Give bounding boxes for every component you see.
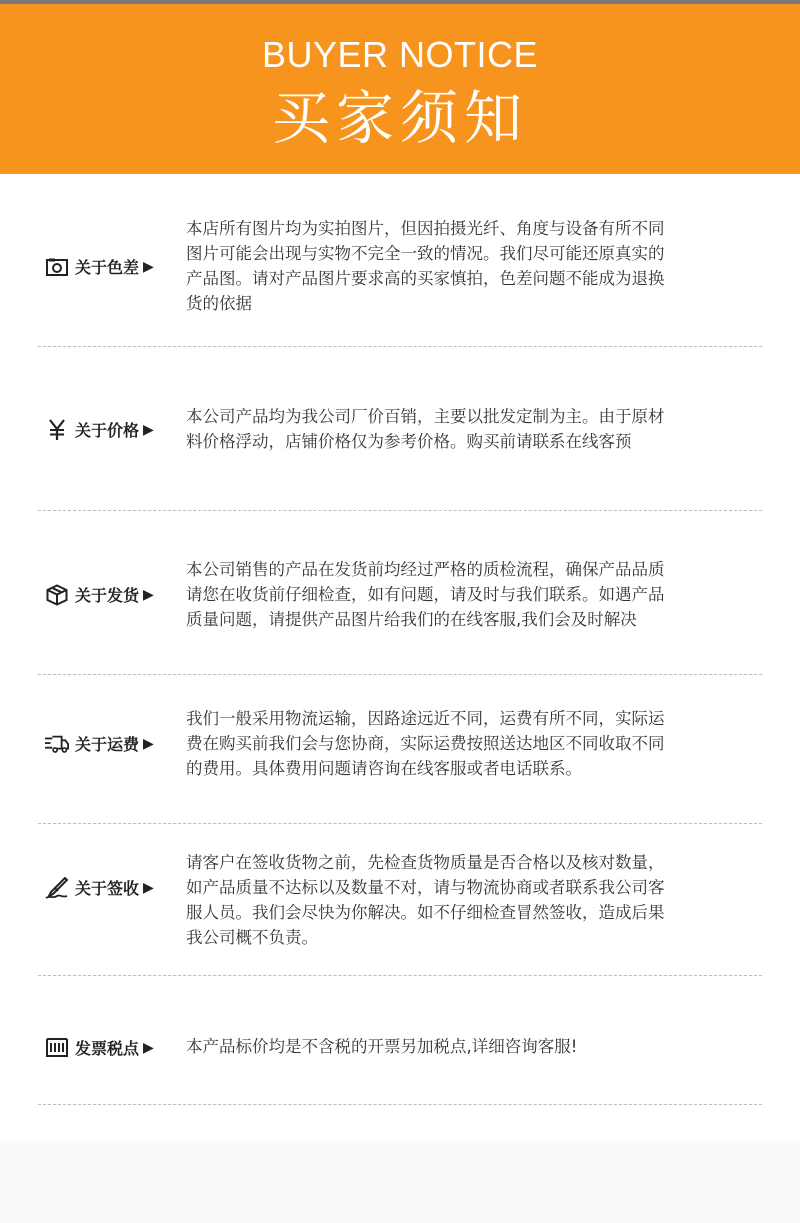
section-text: 我们一般采用物流运输，因路途远近不同，运费有所不同，实际运 费在购买前我们会与您协商，实际运费按照送达地区不同收取不同 的费用。具体费用问题请咨询在线客服或者电话联系。	[186, 709, 665, 778]
section-text: 本公司产品均为我公司厂价百销，主要以批发定制为主。由于原材 料价格浮动，店铺价格仅为参考价格。购买前请联系在线客预	[186, 407, 665, 451]
section-label	[45, 583, 185, 606]
section-label	[45, 876, 185, 899]
label-text: 关于发货	[75, 586, 140, 605]
section-label	[45, 1036, 185, 1059]
section-text: 请客户在签收货物之前，先检查货物质量是否合格以及核对数量， 如产品质量不达标以及数量不对，请与物流协商或者联系我公司客 服人员。我们会尽快为你解决。如不仔细检查冒然签收，造成后果 我公司概不负责。	[186, 853, 665, 947]
section-text: 本店所有图片均为实拍图片，但因拍摄光纤、角度与设备有所不同 图片可能会出现与实物不完全一致的情况。我们尽可能还原真实的 产品图。请对产品图片要求高的买家慎拍，色差问题不能成为退换 货的依据	[186, 219, 665, 313]
section-text: 本产品标价均是不含税的开票另加税点,详细咨询客服!	[186, 1037, 578, 1056]
arrow-icon: ▶	[143, 421, 154, 438]
arrow-icon: ▶	[143, 1039, 154, 1056]
section-label	[45, 255, 185, 278]
arrow-icon: ▶	[143, 258, 154, 275]
yen-icon	[45, 419, 69, 441]
invoice-icon	[45, 1037, 69, 1059]
label-text: 关于运费	[75, 735, 140, 754]
divider	[38, 975, 762, 976]
divider	[38, 674, 762, 675]
header-banner	[0, 0, 800, 174]
header-title-cn: 买家须知	[271, 84, 528, 152]
label-text: 关于色差	[75, 258, 140, 277]
label-text: 发票税点	[75, 1039, 140, 1058]
bottom-spacer	[0, 1140, 800, 1223]
label-text: 关于签收	[75, 879, 140, 898]
truck-icon	[45, 733, 69, 755]
section-label	[45, 418, 185, 441]
pen-icon	[45, 877, 69, 899]
divider	[38, 346, 762, 347]
divider	[38, 1104, 762, 1105]
package-icon	[45, 584, 69, 606]
label-text: 关于价格	[75, 421, 140, 440]
arrow-icon: ▶	[143, 586, 154, 603]
header-title-en: BUYER NOTICE	[261, 34, 539, 75]
divider	[38, 823, 762, 824]
arrow-icon: ▶	[143, 735, 154, 752]
arrow-icon: ▶	[143, 879, 154, 896]
section-text: 本公司销售的产品在发货前均经过严格的质检流程，确保产品品质 请您在收货前仔细检查，如有问题，请及时与我们联系。如遇产品 质量问题，请提供产品图片给我们的在线客服,我们会及时解决	[186, 560, 665, 629]
divider	[38, 510, 762, 511]
section-label	[45, 732, 185, 755]
camera-icon	[45, 256, 69, 278]
